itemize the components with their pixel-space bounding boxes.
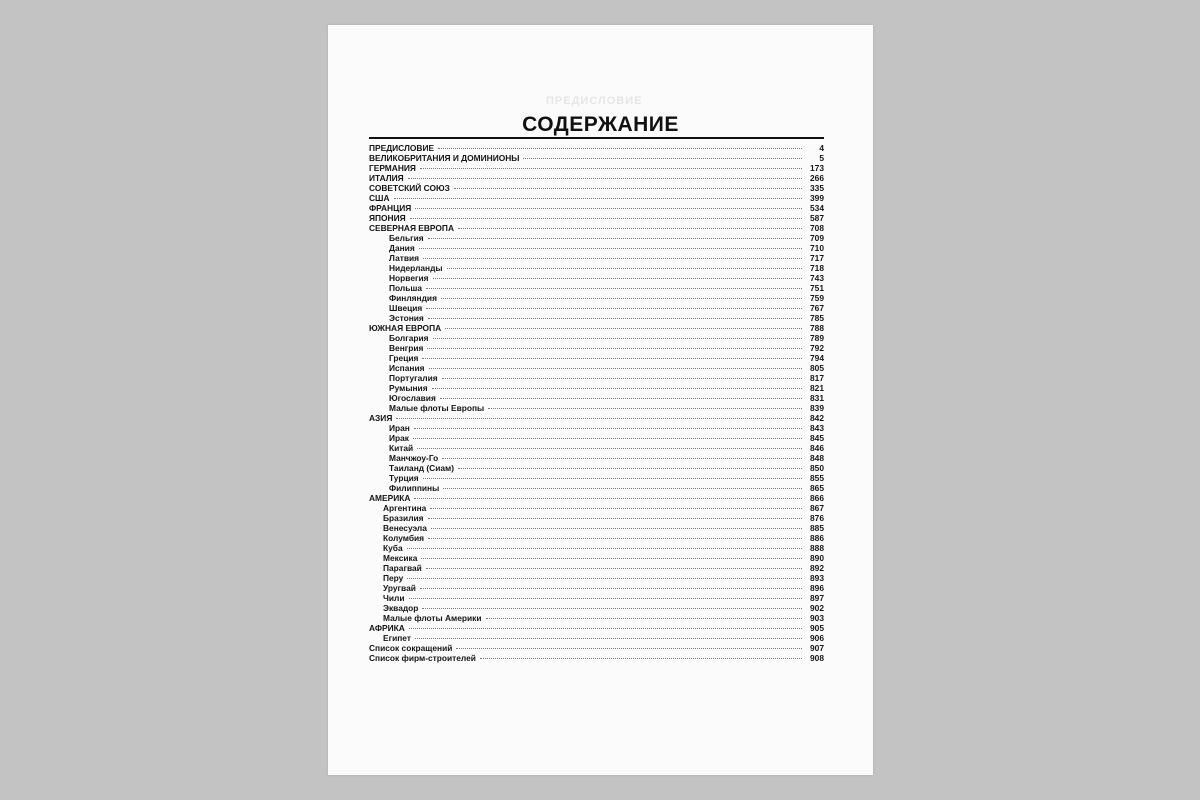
- toc-entry-label: Эквадор: [383, 603, 419, 613]
- dot-leader: [431, 528, 802, 529]
- toc-entry-page-number: 751: [810, 283, 824, 293]
- dot-leader: [456, 648, 802, 649]
- toc-entry-page-number: 902: [810, 603, 824, 613]
- dot-leader: [417, 448, 802, 449]
- toc-entry-page-number: 173: [810, 163, 824, 173]
- toc-entry-label: Малые флоты Америки: [383, 613, 482, 623]
- toc-entry-label: Венгрия: [389, 343, 424, 353]
- toc-entry-page-number: 788: [810, 323, 824, 333]
- dot-leader: [422, 358, 802, 359]
- toc-entry-page-number: 534: [810, 203, 824, 213]
- toc-entry: [369, 443, 824, 453]
- toc-entry-label: Малые флоты Европы: [389, 403, 485, 413]
- dot-leader: [427, 348, 802, 349]
- toc-entry: [369, 193, 824, 203]
- toc-entry: [369, 623, 824, 633]
- toc-entry-label: ИТАЛИЯ: [369, 173, 404, 183]
- toc-entry: [369, 353, 824, 363]
- toc-entry-page-number: 855: [810, 473, 824, 483]
- toc-entry: [369, 423, 824, 433]
- toc-entry: [369, 343, 824, 353]
- dot-leader: [415, 638, 802, 639]
- toc-entry-label: Иран: [389, 423, 410, 433]
- dot-leader: [442, 378, 802, 379]
- toc-entry: [369, 613, 824, 623]
- bleed-through-heading: ПРЕДИСЛОВИЕ: [546, 95, 643, 107]
- dot-leader: [447, 268, 802, 269]
- toc-entry-page-number: 866: [810, 493, 824, 503]
- toc-entry: [369, 513, 824, 523]
- toc-entry-label: Болгария: [389, 333, 429, 343]
- toc-entry-page-number: 892: [810, 563, 824, 573]
- dot-leader: [396, 418, 802, 419]
- toc-entry-label: ГЕРМАНИЯ: [369, 163, 416, 173]
- toc-entry: [369, 553, 824, 563]
- toc-entry-label: Аргентина: [383, 503, 427, 513]
- toc-entry: [369, 633, 824, 643]
- toc-entry-page-number: 845: [810, 433, 824, 443]
- toc-entry-label: ЯПОНИЯ: [369, 213, 406, 223]
- dot-leader: [428, 518, 802, 519]
- toc-entry: [369, 383, 824, 393]
- toc-entry-label: Финляндия: [389, 293, 437, 303]
- toc-entry: [369, 393, 824, 403]
- toc-entry: [369, 653, 824, 663]
- dot-leader: [410, 218, 802, 219]
- toc-entry-label: ЮЖНАЯ ЕВРОПА: [369, 323, 442, 333]
- dot-leader: [430, 508, 802, 509]
- dot-leader: [442, 458, 802, 459]
- dot-leader: [458, 468, 802, 469]
- dot-leader: [429, 368, 803, 369]
- dot-leader: [432, 388, 802, 389]
- toc-entry-label: Венесуэла: [383, 523, 427, 533]
- toc-entry-page-number: 789: [810, 333, 824, 343]
- toc-entry-label: Уругвай: [383, 583, 416, 593]
- toc-entry-page-number: 897: [810, 593, 824, 603]
- dot-leader: [409, 598, 802, 599]
- toc-entry-label: Перу: [383, 573, 404, 583]
- dot-leader: [433, 278, 803, 279]
- toc-entry-label: Чили: [383, 593, 405, 603]
- toc-entry-label: Латвия: [389, 253, 420, 263]
- toc-entry: [369, 323, 824, 333]
- toc-entry-label: СОВЕТСКИЙ СОЮЗ: [369, 183, 450, 193]
- title-rule: [369, 137, 824, 139]
- toc-entry: [369, 523, 824, 533]
- toc-entry-page-number: 709: [810, 233, 824, 243]
- toc-entry-page-number: 717: [810, 253, 824, 263]
- toc-entry-page-number: 266: [810, 173, 824, 183]
- toc-entry-label: США: [369, 193, 390, 203]
- dot-leader: [441, 298, 802, 299]
- toc-entry: [369, 453, 824, 463]
- table-of-contents: [369, 143, 824, 663]
- dot-leader: [394, 198, 802, 199]
- toc-entry-page-number: 903: [810, 613, 824, 623]
- toc-entry-page-number: 843: [810, 423, 824, 433]
- toc-entry: [369, 143, 824, 153]
- dot-leader: [433, 338, 802, 339]
- dot-leader: [420, 588, 802, 589]
- toc-entry: [369, 533, 824, 543]
- toc-entry-label: ФРАНЦИЯ: [369, 203, 412, 213]
- toc-entry-page-number: 886: [810, 533, 824, 543]
- toc-entry-page-number: 708: [810, 223, 824, 233]
- dot-leader: [445, 328, 802, 329]
- toc-entry: [369, 273, 824, 283]
- toc-entry-page-number: 876: [810, 513, 824, 523]
- toc-entry-label: Список сокращений: [369, 643, 453, 653]
- dot-leader: [523, 158, 802, 159]
- toc-entry-label: Китай: [389, 443, 414, 453]
- toc-entry-page-number: 850: [810, 463, 824, 473]
- toc-entry-label: Испания: [389, 363, 425, 373]
- dot-leader: [415, 208, 802, 209]
- dot-leader: [423, 258, 802, 259]
- toc-entry-label: Бельгия: [389, 233, 424, 243]
- toc-entry-page-number: 710: [810, 243, 824, 253]
- toc-entry: [369, 643, 824, 653]
- toc-entry: [369, 203, 824, 213]
- toc-entry: [369, 403, 824, 413]
- dot-leader: [458, 228, 802, 229]
- toc-entry-page-number: 888: [810, 543, 824, 553]
- toc-entry-page-number: 865: [810, 483, 824, 493]
- toc-entry-page-number: 890: [810, 553, 824, 563]
- toc-entry-page-number: 906: [810, 633, 824, 643]
- toc-entry-page-number: 399: [810, 193, 824, 203]
- toc-entry: [369, 543, 824, 553]
- dot-leader: [423, 478, 802, 479]
- toc-entry-page-number: 893: [810, 573, 824, 583]
- dot-leader: [414, 428, 802, 429]
- toc-entry: [369, 333, 824, 343]
- toc-entry: [369, 583, 824, 593]
- toc-entry-label: АМЕРИКА: [369, 493, 411, 503]
- dot-leader: [426, 568, 802, 569]
- toc-entry-page-number: 896: [810, 583, 824, 593]
- dot-leader: [438, 148, 802, 149]
- toc-entry-label: Греция: [389, 353, 419, 363]
- toc-entry: [369, 213, 824, 223]
- dot-leader: [488, 408, 802, 409]
- toc-entry-page-number: 907: [810, 643, 824, 653]
- toc-entry: [369, 413, 824, 423]
- dot-leader: [422, 608, 802, 609]
- dot-leader: [414, 498, 802, 499]
- toc-entry: [369, 483, 824, 493]
- toc-entry-label: Румыния: [389, 383, 428, 393]
- toc-entry-label: ВЕЛИКОБРИТАНИЯ И ДОМИНИОНЫ: [369, 153, 520, 163]
- toc-entry: [369, 603, 824, 613]
- toc-entry: [369, 493, 824, 503]
- toc-entry-page-number: 759: [810, 293, 824, 303]
- toc-entry-label: Бразилия: [383, 513, 424, 523]
- toc-entry: [369, 243, 824, 253]
- toc-entry-label: Ирак: [389, 433, 409, 443]
- toc-entry: [369, 463, 824, 473]
- toc-entry-page-number: 848: [810, 453, 824, 463]
- toc-entry-page-number: 718: [810, 263, 824, 273]
- toc-entry-page-number: 805: [810, 363, 824, 373]
- toc-entry: [369, 163, 824, 173]
- toc-entry-label: Филиппины: [389, 483, 440, 493]
- toc-entry: [369, 293, 824, 303]
- page-title: СОДЕРЖАНИЕ: [522, 113, 679, 136]
- dot-leader: [413, 438, 802, 439]
- toc-entry-label: Куба: [383, 543, 403, 553]
- dot-leader: [428, 318, 802, 319]
- toc-entry-page-number: 831: [810, 393, 824, 403]
- toc-entry-page-number: 792: [810, 343, 824, 353]
- toc-entry-page-number: 908: [810, 653, 824, 663]
- toc-entry-label: Дания: [389, 243, 415, 253]
- toc-entry: [369, 363, 824, 373]
- toc-entry: [369, 223, 824, 233]
- toc-entry-page-number: 842: [810, 413, 824, 423]
- toc-entry-label: Парагвай: [383, 563, 422, 573]
- dot-leader: [486, 618, 802, 619]
- dot-leader: [480, 658, 802, 659]
- toc-entry: [369, 563, 824, 573]
- toc-entry-label: Югославия: [389, 393, 436, 403]
- toc-entry: [369, 183, 824, 193]
- toc-entry-page-number: 4: [819, 143, 824, 153]
- toc-entry-page-number: 885: [810, 523, 824, 533]
- dot-leader: [440, 398, 802, 399]
- toc-entry: [369, 593, 824, 603]
- toc-entry-label: Колумбия: [383, 533, 425, 543]
- toc-entry-label: Список фирм-строителей: [369, 653, 476, 663]
- toc-entry-label: Норвегия: [389, 273, 429, 283]
- toc-entry: [369, 373, 824, 383]
- toc-entry-page-number: 905: [810, 623, 824, 633]
- dot-leader: [428, 238, 802, 239]
- toc-entry: [369, 433, 824, 443]
- dot-leader: [428, 538, 802, 539]
- toc-entry-page-number: 785: [810, 313, 824, 323]
- toc-entry-label: ПРЕДИСЛОВИЕ: [369, 143, 435, 153]
- toc-entry: [369, 233, 824, 243]
- toc-entry: [369, 573, 824, 583]
- toc-entry: [369, 153, 824, 163]
- toc-entry-page-number: 335: [810, 183, 824, 193]
- dot-leader: [426, 288, 802, 289]
- toc-entry-label: Манчжоу-Го: [389, 453, 439, 463]
- toc-entry-page-number: 839: [810, 403, 824, 413]
- toc-entry-label: АЗИЯ: [369, 413, 393, 423]
- dot-leader: [419, 248, 802, 249]
- toc-entry-label: СЕВЕРНАЯ ЕВРОПА: [369, 223, 454, 233]
- toc-entry-page-number: 846: [810, 443, 824, 453]
- toc-entry-label: Эстония: [389, 313, 424, 323]
- dot-leader: [408, 178, 802, 179]
- dot-leader: [407, 548, 802, 549]
- dot-leader: [454, 188, 802, 189]
- toc-entry-label: Мексика: [383, 553, 418, 563]
- toc-entry-page-number: 794: [810, 353, 824, 363]
- dot-leader: [407, 578, 802, 579]
- dot-leader: [421, 558, 802, 559]
- toc-entry: [369, 473, 824, 483]
- toc-entry: [369, 503, 824, 513]
- toc-entry-label: АФРИКА: [369, 623, 405, 633]
- toc-entry-label: Швеция: [389, 303, 423, 313]
- toc-entry-page-number: 817: [810, 373, 824, 383]
- dot-leader: [420, 168, 802, 169]
- toc-entry-label: Португалия: [389, 373, 438, 383]
- toc-entry: [369, 253, 824, 263]
- toc-entry-page-number: 587: [810, 213, 824, 223]
- toc-entry: [369, 283, 824, 293]
- toc-entry-label: Таиланд (Сиам): [389, 463, 455, 473]
- toc-entry: [369, 263, 824, 273]
- toc-entry-label: Нидерланды: [389, 263, 443, 273]
- toc-entry-page-number: 867: [810, 503, 824, 513]
- toc-entry-label: Египет: [383, 633, 411, 643]
- toc-entry-label: Турция: [389, 473, 419, 483]
- dot-leader: [426, 308, 802, 309]
- toc-entry-page-number: 5: [819, 153, 824, 163]
- toc-entry-page-number: 767: [810, 303, 824, 313]
- toc-entry: [369, 313, 824, 323]
- toc-entry-page-number: 743: [810, 273, 824, 283]
- dot-leader: [443, 488, 802, 489]
- dot-leader: [409, 628, 802, 629]
- toc-entry: [369, 173, 824, 183]
- toc-entry: [369, 303, 824, 313]
- toc-entry-page-number: 821: [810, 383, 824, 393]
- book-page: [328, 25, 873, 775]
- toc-entry-label: Польша: [389, 283, 423, 293]
